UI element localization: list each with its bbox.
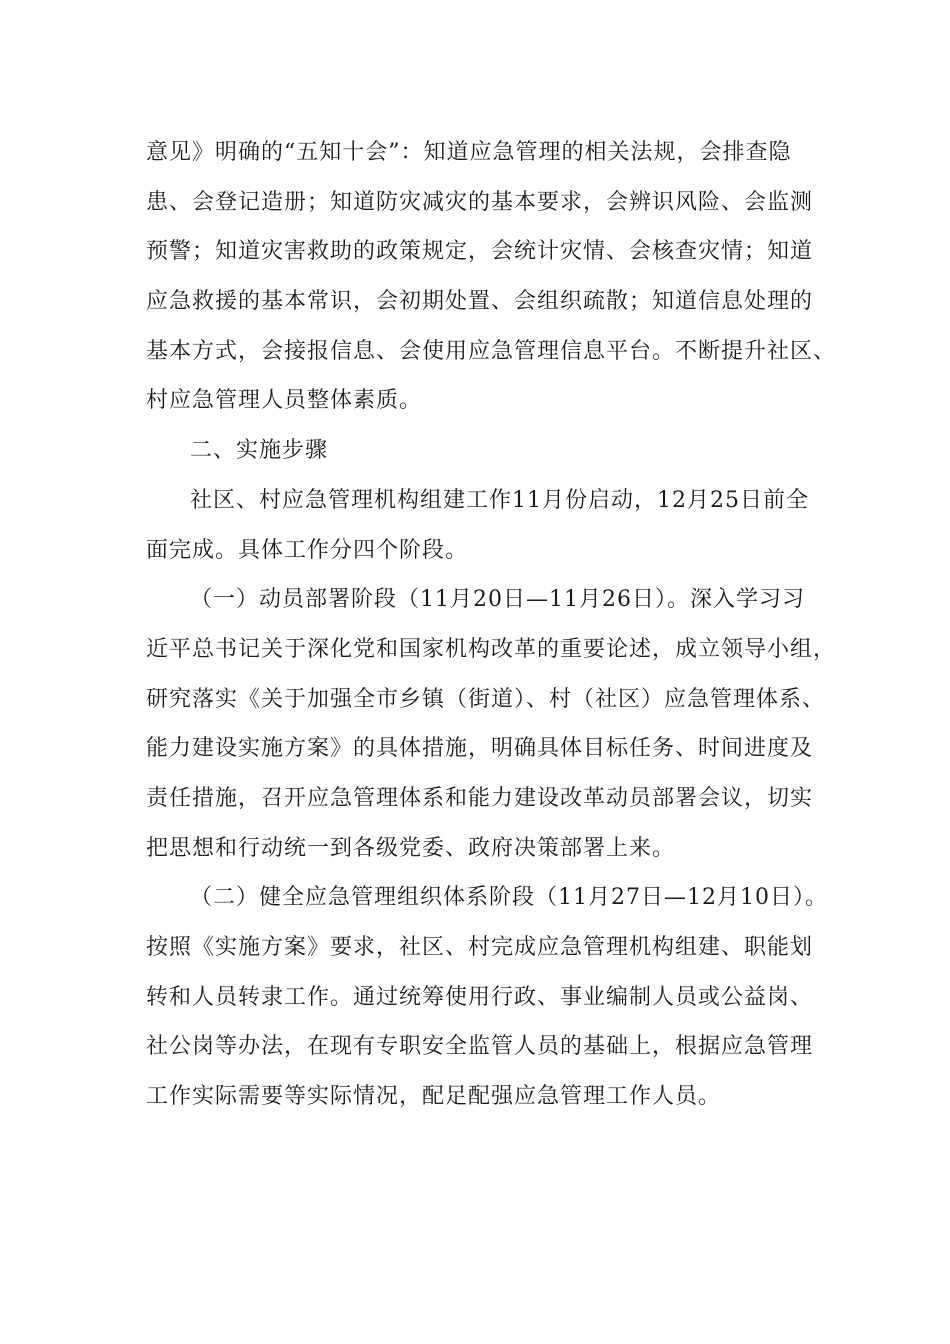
text-line: 患、会登记造册；知道防灾减灾的基本要求，会辨识风险、会监测 [146, 189, 814, 215]
text-line: 研究落实《关于加强全市乡镇（街道）、村（社区）应急管理体系、 [146, 686, 826, 712]
text-line: 能力建设实施方案》的具体措施，明确具体目标任务、时间进度及 [146, 736, 814, 762]
text-line: 面完成。具体工作分四个阶段。 [146, 537, 469, 563]
text-line: 近平总书记关于深化党和国家机构改革的重要论述，成立领导小组， [146, 636, 837, 662]
text-line: 社公岗等办法，在现有专职安全监管人员的基础上，根据应急管理 [146, 1034, 814, 1060]
subsection-line: （一）动员部署阶段（11月20日—11月26日）。深入学习习 [190, 587, 805, 613]
text-line: 基本方式，会接报信息、会使用应急管理信息平台。不断提升社区、 [146, 338, 837, 364]
body-text [146, 128, 837, 1122]
text-line: 社区、村应急管理机构组建工作11月份启动，12月25日前全 [190, 487, 809, 513]
text-line: 按照《实施方案》要求，社区、村完成应急管理机构组建、职能划 [146, 935, 814, 960]
subsection-line: （二）健全应急管理组织体系阶段（11月27日—12月10日）。 [190, 885, 828, 911]
text-line: 预警；知道灾害救助的政策规定，会统计灾情、会核查灾情；知道 [146, 239, 814, 265]
section-heading: 二、实施步骤 [190, 438, 329, 464]
text-line: 责任措施，召开应急管理体系和能力建设改革动员部署会议，切实 [146, 785, 814, 811]
text-line: 村应急管理人员整体素质。 [146, 388, 423, 414]
text-line: 转和人员转隶工作。通过统筹使用行政、事业编制人员或公益岗、 [146, 984, 814, 1010]
text-line: 应急救援的基本常识，会初期处置、会组织疏散；知道信息处理的 [146, 289, 814, 315]
text-line: 工作实际需要等实际情况，配足配强应急管理工作人员。 [146, 1084, 722, 1110]
text-line: 把思想和行动统一到各级党委、政府决策部署上来。 [146, 835, 676, 861]
text-line: 意见》明确的“五知十会”：知道应急管理的相关法规，会排查隐 [146, 140, 792, 165]
